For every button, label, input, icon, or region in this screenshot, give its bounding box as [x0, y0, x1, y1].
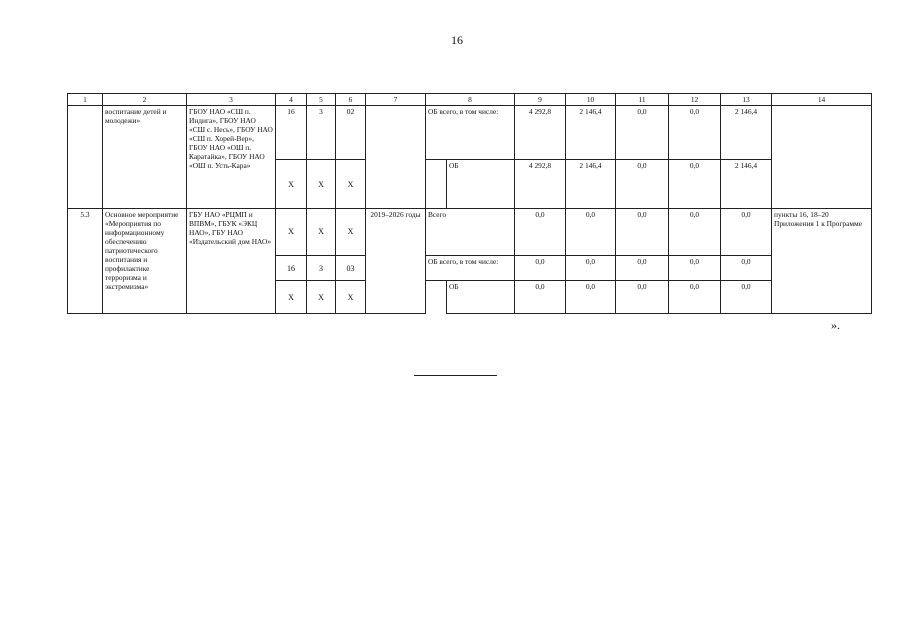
funding-source-cell: ОБ — [447, 160, 515, 208]
header-cell: 2 — [103, 94, 187, 106]
end-rule-divider — [414, 375, 497, 376]
header-cell: 1 — [68, 94, 103, 106]
page-number: 16 — [451, 33, 463, 47]
reference-cell: пункты 16, 18–20 Приложения 1 к Программе — [772, 208, 872, 313]
table-cell: 0,0 — [515, 281, 566, 314]
closing-quote-mark: ». — [831, 318, 840, 332]
table-cell: 3 — [307, 256, 336, 281]
table-cell: 0,0 — [721, 256, 772, 281]
activity-name-cell: воспитание детей и молодежи» — [103, 105, 187, 208]
table-cell: 16 — [276, 105, 307, 160]
table-cell: 0,0 — [721, 208, 772, 255]
header-cell: 10 — [566, 94, 616, 106]
table-cell — [426, 281, 447, 314]
table-cell: X — [276, 281, 307, 314]
table-cell: 0,0 — [616, 160, 669, 208]
program-table — [67, 93, 872, 314]
table-cell: 0,0 — [515, 256, 566, 281]
table-cell: X — [276, 160, 307, 208]
table-cell: 02 — [336, 105, 366, 160]
table-cell: X — [336, 208, 366, 255]
table-cell: 3 — [307, 105, 336, 160]
header-cell: 5 — [307, 94, 336, 106]
executors-cell: ГБУ НАО «РЦМП и ВПВМ», ГБУК «ЭКЦ НАО», ГБУ НАО «Издательский дом НАО» — [187, 208, 276, 313]
period-cell: 2019–2026 годы — [366, 208, 426, 313]
table-cell: 0,0 — [616, 208, 669, 255]
table-cell: 0,0 — [721, 281, 772, 314]
executors-cell: ГБОУ НАО «СШ п. Индига», ГБОУ НАО «СШ с. Несь», ГБОУ НАО «СШ п. Хорей-Вер», ГБОУ НАО «ОШ п. Каратайка», ГБОУ НАО «ОШ п. Усть-Кара» — [187, 105, 276, 208]
table-cell: 4 292,8 — [515, 105, 566, 160]
table-cell: X — [307, 160, 336, 208]
header-cell: 7 — [366, 94, 426, 106]
header-cell: 11 — [616, 94, 669, 106]
table-row — [68, 208, 872, 255]
table-cell: 2 146,4 — [566, 160, 616, 208]
funding-source-cell: ОБ всего, в том числе: — [426, 256, 515, 281]
table-cell: 2 146,4 — [721, 160, 772, 208]
funding-source-cell: Всего — [426, 208, 515, 255]
funding-source-cell: ОБ всего, в том числе: — [426, 105, 515, 160]
table-header-row — [68, 94, 872, 106]
table-cell: 0,0 — [669, 256, 721, 281]
item-number-cell: 5.3 — [68, 208, 103, 313]
header-cell: 4 — [276, 94, 307, 106]
period-cell — [366, 105, 426, 208]
table-cell: 0,0 — [669, 105, 721, 160]
table-cell: 0,0 — [515, 208, 566, 255]
table-cell: 03 — [336, 256, 366, 281]
header-cell: 13 — [721, 94, 772, 106]
table-cell: X — [336, 160, 366, 208]
table-cell: 0,0 — [669, 160, 721, 208]
header-cell: 12 — [669, 94, 721, 106]
header-cell: 9 — [515, 94, 566, 106]
header-cell: 3 — [187, 94, 276, 106]
table-cell: 0,0 — [566, 256, 616, 281]
table-cell: 2 146,4 — [721, 105, 772, 160]
table-cell: 2 146,4 — [566, 105, 616, 160]
table-row — [68, 105, 872, 160]
table-cell: X — [307, 208, 336, 255]
header-cell: 14 — [772, 94, 872, 106]
table-cell: 0,0 — [616, 105, 669, 160]
table-cell: 0,0 — [616, 256, 669, 281]
reference-cell — [772, 105, 872, 208]
table-cell: X — [276, 208, 307, 255]
table-cell: X — [336, 281, 366, 314]
table-cell: 0,0 — [566, 281, 616, 314]
table-cell: 0,0 — [669, 208, 721, 255]
header-cell: 8 — [426, 94, 515, 106]
table-cell: X — [307, 281, 336, 314]
table-cell — [426, 160, 447, 208]
funding-source-cell: ОБ — [447, 281, 515, 314]
table-cell: 0,0 — [616, 281, 669, 314]
table-cell: 4 292,8 — [515, 160, 566, 208]
table-cell — [68, 105, 103, 208]
table-cell: 16 — [276, 256, 307, 281]
table-cell: 0,0 — [669, 281, 721, 314]
activity-name-cell: Основное мероприятие «Мероприятия по информационному обеспечению патриотического воспитания и профилактике терроризма и экстремизма» — [103, 208, 187, 313]
table-cell: 0,0 — [566, 208, 616, 255]
header-cell: 6 — [336, 94, 366, 106]
